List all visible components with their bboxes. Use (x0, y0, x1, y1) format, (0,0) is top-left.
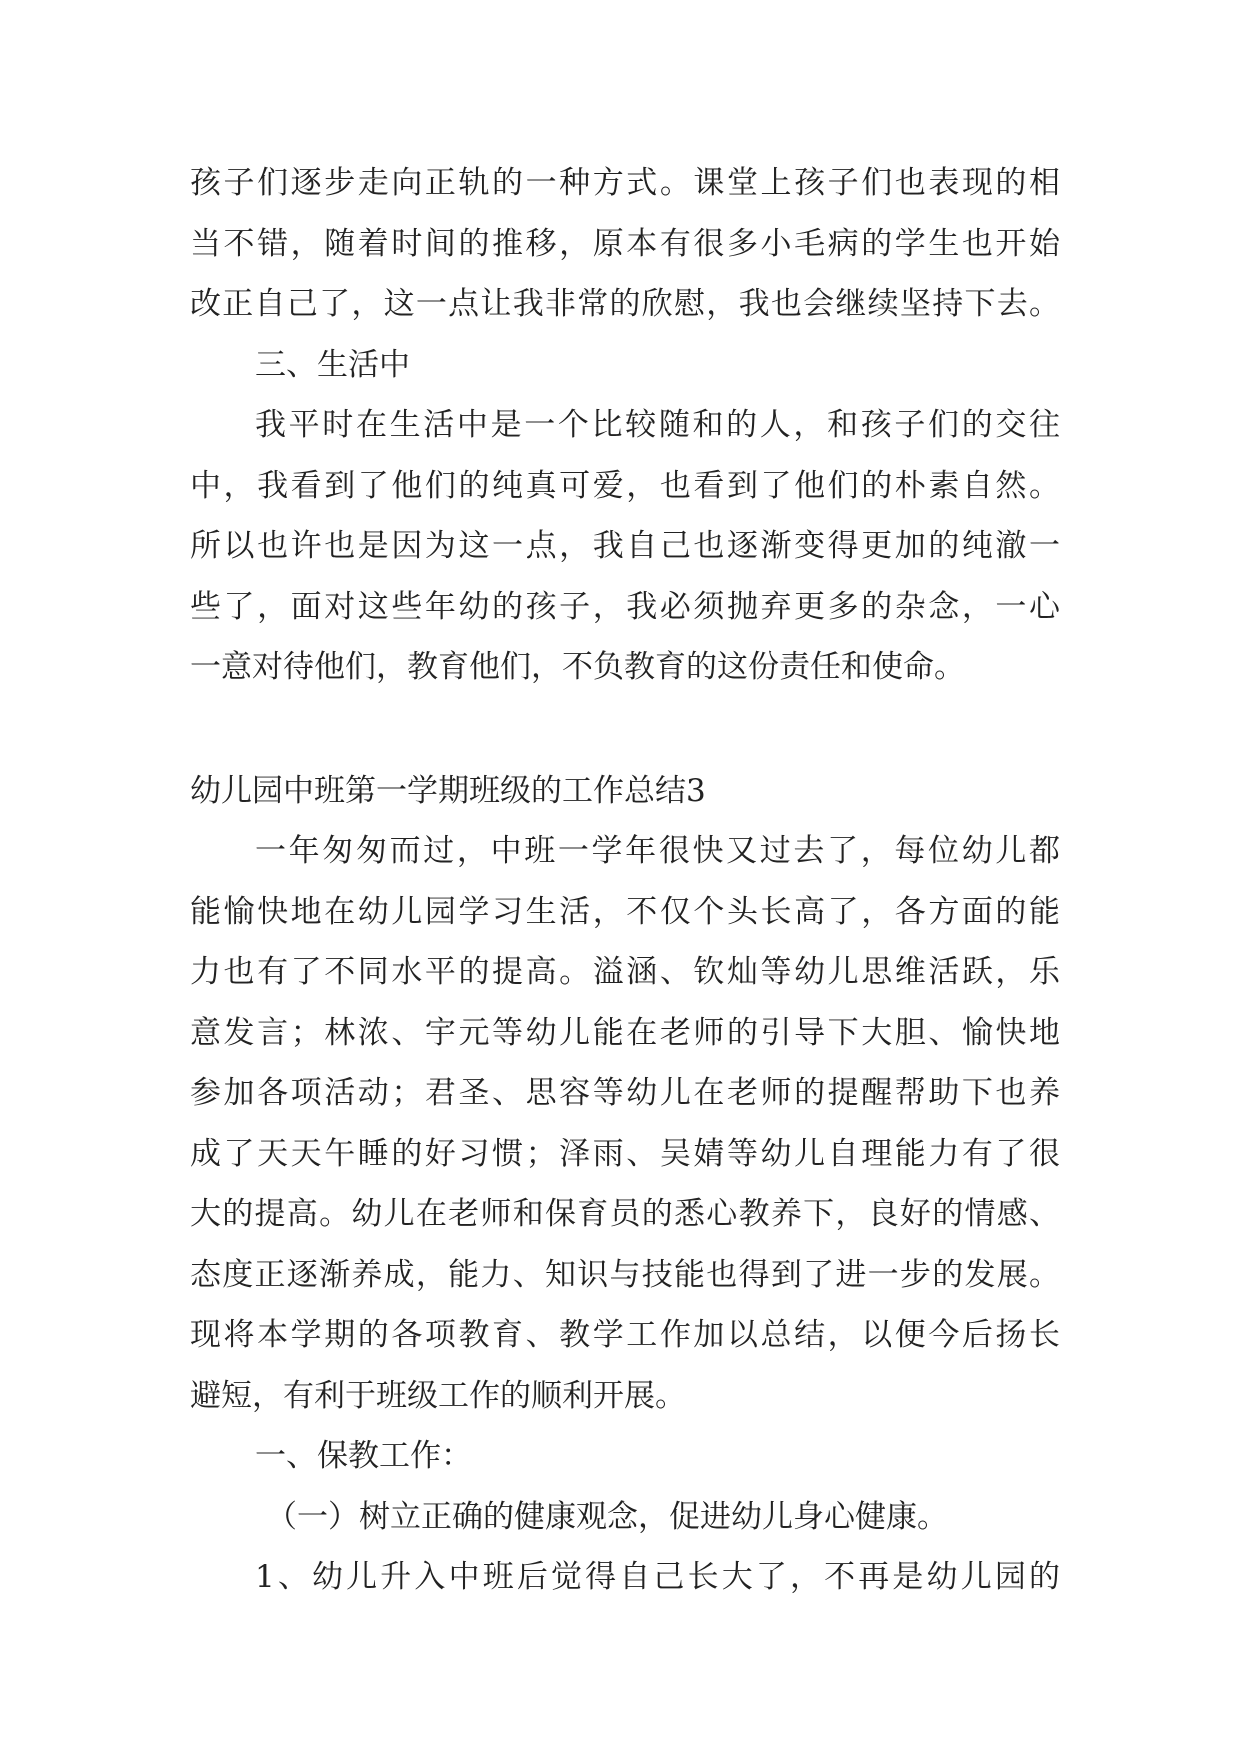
paragraph-line: 力也有了不同水平的提高。溢涵、钦灿等幼儿思维活跃，乐 (190, 954, 1060, 990)
paragraph-line: 所以也许也是因为这一点，我自己也逐渐变得更加的纯澈一 (190, 528, 1060, 564)
paragraph-line: 大的提高。幼儿在老师和保育员的悉心教养下，良好的情感、 (190, 1196, 1060, 1232)
paragraph-line: 成了天天午睡的好习惯；泽雨、吴婧等幼儿自理能力有了很 (190, 1135, 1060, 1172)
paragraph-line: 我平时在生活中是一个比较随和的人，和孩子们的交往 (255, 407, 1060, 443)
paragraph-line: 参加各项活动；君圣、思容等幼儿在老师的提醒帮助下也养 (190, 1075, 1060, 1111)
paragraph-line: 孩子们逐步走向正轨的一种方式。课堂上孩子们也表现的相 (190, 165, 1060, 201)
heading-care: 一、保教工作： (255, 1438, 472, 1474)
section-spacer (190, 698, 1060, 761)
paragraph-line: 中，我看到了他们的纯真可爱，也看到了他们的朴素自然。 (190, 467, 1060, 504)
paragraph-line: 当不错，随着时间的推移，原本有很多小毛病的学生也开始 (190, 225, 1060, 262)
list-item: 1、幼儿升入中班后觉得自己长大了，不再是幼儿园的 (255, 1559, 1060, 1595)
paragraph-line: 意发言；林浓、宇元等幼儿能在老师的引导下大胆、愉快地 (190, 1014, 1060, 1051)
paragraph-line: 改正自己了，这一点让我非常的欣慰，我也会继续坚持下去。 (190, 286, 1060, 322)
paragraph-line: 态度正逐渐养成，能力、知识与技能也得到了进一步的发展。 (190, 1256, 1060, 1293)
paragraph-line: 些了，面对这些年幼的孩子，我必须抛弃更多的杂念，一心 (190, 588, 1060, 625)
paragraph-line: 避短，有利于班级工作的顺利开展。 (190, 1377, 686, 1414)
paragraph-line: 一意对待他们，教育他们，不负教育的这份责任和使命。 (190, 649, 965, 685)
document-body (190, 153, 1060, 1608)
paragraph-line: 能愉快地在幼儿园学习生活，不仅个头长高了，各方面的能 (190, 893, 1060, 930)
heading-life: 三、生活中 (255, 346, 410, 383)
paragraph-line: 现将本学期的各项教育、教学工作加以总结，以便今后扬长 (190, 1317, 1060, 1353)
subheading-health: （一）树立正确的健康观念，促进幼儿身心健康。 (266, 1498, 948, 1535)
paragraph-line: 一年匆匆而过，中班一学年很快又过去了，每位幼儿都 (255, 833, 1060, 869)
section-title: 幼儿园中班第一学期班级的工作总结3 (190, 772, 706, 809)
